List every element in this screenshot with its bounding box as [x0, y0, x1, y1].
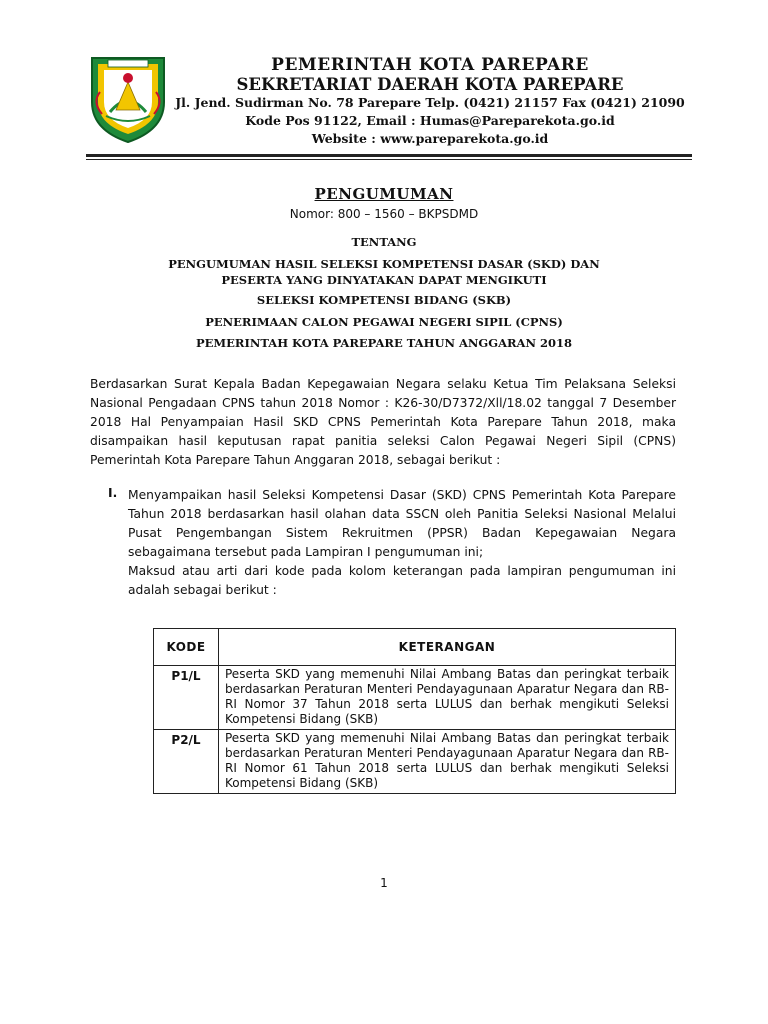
header-kode: KODE: [154, 629, 219, 666]
item-1: [128, 486, 676, 600]
subject-line-2: PESERTA YANG DINYATAKAN DAPAT MENGIKUTI: [221, 273, 547, 287]
row-description: Peserta SKD yang memenuhi Nilai Ambang Batas dan peringkat terbaik berdasarkan Peraturan Menteri Pendayagunaan Aparatur Negara dan RB-RI Nomor 61 Tahun 2018 serta LULUS dan berhak mengikuti Seleksi Kompetensi Bidang (SKB): [219, 730, 676, 794]
item-1-text: Menyampaikan hasil Seleksi Kompetensi Dasar (SKD) CPNS Pemerintah Kota Parepare Tahun 2018 berdasarkan hasil olahan data SSCN oleh Panitia Seleksi Nasional Melalui Pusat Pengembangan Sistem Rekruitmen (PPSR) Badan Kepegawaian Negara sebagaimana tersebut pada Lampiran I pengumuman ini;: [128, 488, 676, 559]
item-number: I.: [108, 486, 118, 500]
row-description: Peserta SKD yang memenuhi Nilai Ambang Batas dan peringkat terbaik berdasarkan Peraturan Menteri Pendayagunaan Aparatur Negara dan RB-RI Nomor 37 Tahun 2018 serta LULUS dan berhak mengikuti Seleksi Kompetensi Bidang (SKB): [219, 666, 676, 730]
page-number: 1: [380, 876, 388, 890]
letterhead-government: PEMERINTAH KOTA PAREPARE: [271, 55, 589, 75]
table-row: [154, 730, 676, 794]
subject-line-3: SELEKSI KOMPETENSI BIDANG (SKB): [256, 293, 512, 307]
document-title: PENGUMUMAN: [314, 185, 454, 203]
table-row: [154, 666, 676, 730]
item-1-explanation: Maksud atau arti dari kode pada kolom keterangan pada lampiran pengumuman ini adalah sebagai berikut :: [128, 564, 676, 597]
subject-label: TENTANG: [351, 235, 417, 249]
subject-line-4: PENERIMAAN CALON PEGAWAI NEGERI SIPIL (CPNS): [205, 315, 563, 329]
row-code: P2/L: [154, 730, 219, 794]
letterhead-address: Jl. Jend. Sudirman No. 78 Parepare Telp. (0421) 21157 Fax (0421) 21090: [175, 95, 685, 110]
row-code: P1/L: [154, 666, 219, 730]
letterhead-website: Website : www.pareparekota.go.id: [311, 131, 549, 146]
parepare-emblem-logo: [86, 52, 170, 144]
letterhead-secretariat: SEKRETARIAT DAERAH KOTA PAREPARE: [236, 75, 624, 94]
letterhead-contact: Kode Pos 91122, Email : Humas@Pareparekota.go.id: [245, 113, 615, 128]
code-table: [153, 628, 676, 794]
letterhead-divider-thick: [86, 154, 692, 157]
intro-paragraph: Berdasarkan Surat Kepala Badan Kepegawaian Negara selaku Ketua Tim Pelaksana Seleksi Nasional Pengadaan CPNS tahun 2018 Nomor : K26-30/D7372/Xll/18.02 tanggal 7 Desember 2018 Hal Penyampaian Hasil SKD CPNS Pemerintah Kota Parepare Tahun 2018, maka disampaikan hasil keputusan rapat panitia seleksi Calon Pegawai Negeri Sipil (CPNS) Pemerintah Kota Parepare Tahun Anggaran 2018, sebagai berikut :: [90, 377, 676, 467]
document-number: Nomor: 800 – 1560 – BKPSDMD: [289, 207, 479, 221]
subject-line-1: PENGUMUMAN HASIL SELEKSI KOMPETENSI DASAR (SKD) DAN: [168, 257, 600, 271]
subject-line-5: PEMERINTAH KOTA PAREPARE TAHUN ANGGARAN 2018: [195, 336, 572, 350]
header-keterangan: KETERANGAN: [219, 629, 676, 666]
letterhead-divider-thin: [86, 159, 692, 160]
table-header-row: [154, 629, 676, 666]
